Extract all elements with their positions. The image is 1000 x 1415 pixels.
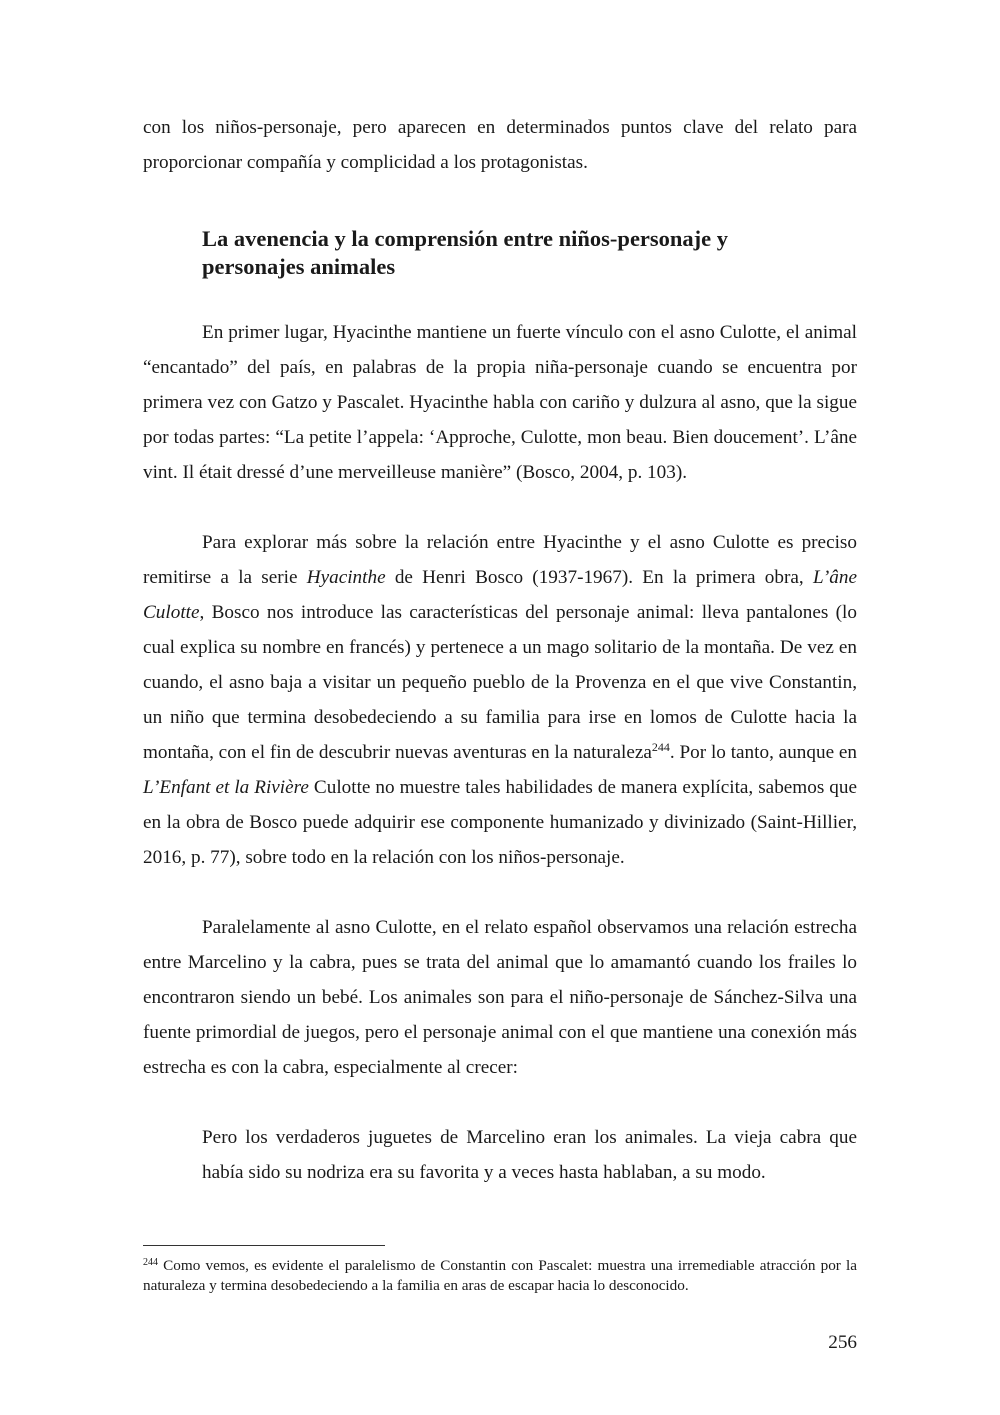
paragraph-1: En primer lugar, Hyacinthe mantiene un fuerte vínculo con el asno Culotte, el animal “encantado” del país, en palabras de la propia niña-personaje cuando se encuentra por primera vez con Gatzo y Pascalet. Hyacinthe habla con cariño y dulzura al asno, que la sigue por todas partes: “La petite l’appela: ‘Approche, Culotte, mon beau. Bien doucement’. L’âne vint. Il était dressé d’une merveilleuse manière” (Bosco, 2004, p. 103). bbox=[143, 322, 857, 483]
paragraph-2-italic-title: L’Enfant et la Rivière bbox=[143, 777, 309, 798]
footnote-separator bbox=[143, 1245, 385, 1246]
paragraph-2-italic-title: Hyacinthe bbox=[306, 567, 386, 588]
page-number: 256 bbox=[828, 1332, 857, 1353]
footnote bbox=[143, 1256, 857, 1296]
paragraph-2-text: Culotte no muestre tales habilidades de manera explícita, sabemos que en la obra de Bosco puede adquirir ese componente humanizado y divinizado (Saint-Hillier, 2016, p. 77), sobre todo en la relación con los niños-personaje. bbox=[143, 777, 857, 868]
paragraph-3: Paralelamente al asno Culotte, en el relato español observamos una relación estrecha entre Marcelino y la cabra, pues se trata del animal que lo amamantó cuando los frailes lo encontraron siendo un bebé. Los animales son para el niño-personaje de Sánchez-Silva una fuente primordial de juegos, pero el personaje animal con el que mantiene una conexión más estrecha es con la cabra, especialmente al crecer: bbox=[143, 917, 857, 1078]
continued-paragraph: con los niños-personaje, pero aparecen en determinados puntos clave del relato para proporcionar compañía y complicidad a los protagonistas. bbox=[143, 117, 857, 173]
paragraph-2 bbox=[143, 525, 857, 875]
paragraph-2-text: Para explorar más sobre la relación entre Hyacinthe y el asno Culotte es preciso remitirse a la serie bbox=[143, 532, 857, 588]
section-heading: La avenencia y la comprensión entre niños-personaje y personajes animales bbox=[202, 226, 729, 279]
footnote-text: Como vemos, es evidente el paralelismo de Constantin con Pascalet: muestra una irremediable atracción por la naturaleza y termina desobedeciendo a la familia en aras de escapar hacia lo desconocido. bbox=[143, 1257, 857, 1294]
paragraph-2-text: . Por lo tanto, aunque en bbox=[669, 742, 858, 763]
block-quote: Pero los verdaderos juguetes de Marcelino eran los animales. La vieja cabra que había sido su nodriza era su favorita y a veces hasta hablaban, a su modo. bbox=[202, 1127, 857, 1183]
paragraph-2-italic-title: L’âne Culotte bbox=[143, 567, 857, 623]
paragraph-2-text: , Bosco nos introduce las características del personaje animal: lleva pantalones (lo cual explica su nombre en francés) y pertenece a un mago solitario de la montaña. De vez en cuando, el asno baja a visitar un pequeño pueblo de la Provenza en el que vive Constantin, un niño que termina desobedeciendo a su familia para irse en lomos de Culotte hacia la montaña, con el fin de descubrir nuevas aventuras en la naturaleza bbox=[143, 602, 857, 763]
page-body bbox=[143, 110, 857, 1190]
footnote-reference[interactable]: 244 bbox=[651, 740, 670, 754]
paragraph-2-text: de Henri Bosco (1937-1967). En la primera obra, bbox=[385, 567, 813, 588]
footnote-number: 244 bbox=[143, 1257, 158, 1268]
